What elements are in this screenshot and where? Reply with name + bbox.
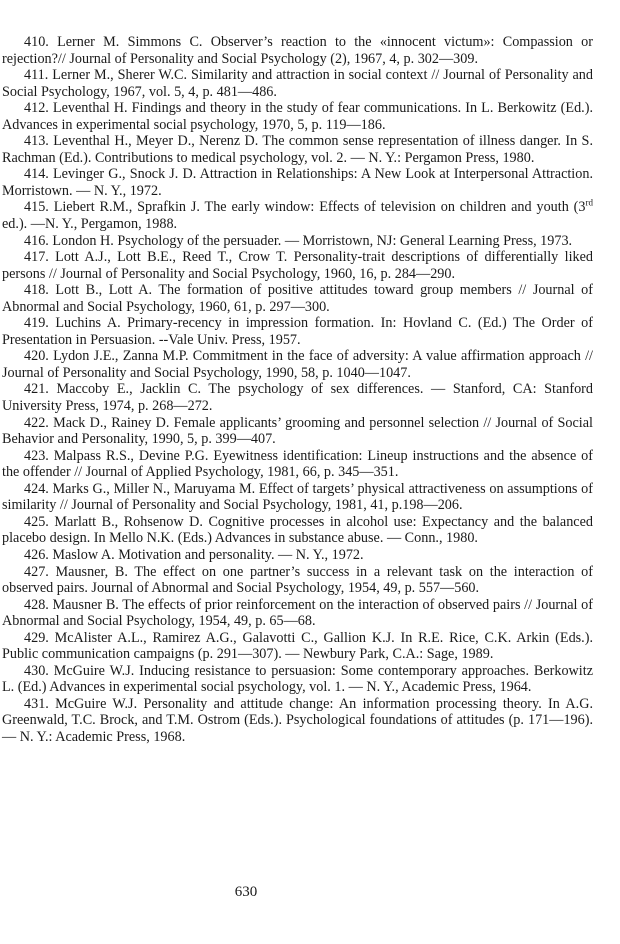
reference-text: 415. Liebert R.M., Sprafkin J. The early window: Effects of television on children and youth (3 bbox=[24, 199, 586, 216]
reference-text: 410. Lerner M. Simmons C. Observer’s reaction to the «innocent victum»: Compassion or rejection?// Journal of Personality and Social Psychology (2), 1967, 4, p. 302—309. bbox=[2, 34, 593, 67]
reference-entry bbox=[2, 597, 593, 630]
superscript: rd bbox=[585, 197, 593, 208]
reference-text: 424. Marks G., Miller N., Maruyama M. Effect of targets’ physical attractiveness on assumptions of similarity // Journal of Personality and Social Psychology, 1981, 41, p.198—206. bbox=[2, 480, 593, 514]
reference-text: 429. McAlister A.L., Ramirez A.G., Galavotti C., Gallion K.J. In R.E. Rice, C.K. Arkin (Eds.). Public communication campaigns (p. 291—307). — Newbury Park, C.A.: Sage, 1989. bbox=[2, 629, 593, 663]
reference-entry bbox=[2, 315, 593, 348]
reference-text: 430. McGuire W.J. Inducing resistance to persuasion: Some contemporary approaches. Berkowitz L. (Ed.) Advances in experimental social psychology, vol. 1. — N. Y., Academic Press, 1964. bbox=[2, 662, 593, 696]
reference-entry bbox=[2, 381, 593, 414]
reference-entry bbox=[2, 199, 593, 232]
reference-entry bbox=[2, 514, 593, 547]
reference-text: 416. London H. Psychology of the persuader. — Morristown, NJ: General Learning Press, 1973. bbox=[24, 232, 573, 249]
reference-entry bbox=[2, 34, 593, 67]
reference-text: 421. Maccoby E., Jacklin C. The psychology of sex differences. — Stanford, CA: Stanford University Press, 1974, p. 268—272. bbox=[2, 381, 593, 415]
reference-entry bbox=[2, 415, 593, 448]
reference-entry bbox=[2, 348, 593, 381]
reference-text: 423. Malpass R.S., Devine P.G. Eyewitness identification: Lineup instructions and the absence of the offender // Journal of Applied Psychology, 1981, 66, p. 345—351. bbox=[2, 447, 593, 481]
reference-entry bbox=[2, 448, 593, 481]
reference-entry bbox=[2, 100, 593, 133]
reference-text: 414. Levinger G., Snock J. D. Attraction in Relationships: A New Look at Interpersonal Attraction. Morristown. — N. Y., 1972. bbox=[2, 166, 593, 199]
reference-entry bbox=[2, 133, 593, 166]
reference-entry bbox=[2, 166, 593, 199]
reference-entry bbox=[2, 547, 593, 564]
reference-entry bbox=[2, 282, 593, 315]
reference-text: 412. Leventhal H. Findings and theory in the study of fear communications. In L. Berkowitz (Ed.). Advances in experimental social psychology, 1970, 5, p. 119—186. bbox=[2, 100, 593, 133]
reference-text: 426. Maslow A. Motivation and personality. — N. Y., 1972. bbox=[24, 546, 364, 563]
page-number: 630 bbox=[234, 884, 258, 900]
reference-text: 431. McGuire W.J. Personality and attitude change: An information processing theory. In A.G. Greenwald, T.C. Brock, and T.M. Ostrom (Eds.). Psychological foundations of attitudes (p. 171—196). — N. Y.: Academic Press, 1968. bbox=[2, 695, 593, 745]
reference-text: 420. Lydon J.E., Zanna M.P. Commitment in the face of adversity: A value affirmation approach // Journal of Personality and Social Psychology, 1990, 58, p. 1040—1047. bbox=[2, 348, 593, 381]
reference-entry bbox=[2, 696, 593, 746]
reference-entry bbox=[2, 564, 593, 597]
reference-entry bbox=[2, 233, 593, 250]
reference-entry bbox=[2, 249, 593, 282]
reference-text: 413. Leventhal H., Meyer D., Nerenz D. The common sense representation of illness danger. In S. Rachman (Ed.). Contributions to medical psychology, vol. 2. — N. Y.: Pergamon Press, 1980. bbox=[2, 133, 593, 166]
reference-text: 425. Marlatt B., Rohsenow D. Cognitive processes in alcohol use: Expectancy and the balanced placebo design. In Mello N.K. (Eds.) Advances in substance abuse. — Conn., 1980. bbox=[2, 513, 593, 547]
reference-text: 419. Luchins A. Primary-recency in impression formation. In: Hovland C. (Ed.) The Order of Presentation in Persuasion. --Vale Univ. Press, 1957. bbox=[2, 315, 593, 348]
reference-text: 417. Lott A.J., Lott B.E., Reed T., Crow T. Personality-trait descriptions of differentially liked persons // Journal of Personality and Social Psychology, 1960, 16, p. 284—290. bbox=[2, 249, 593, 282]
reference-entry bbox=[2, 481, 593, 514]
reference-text-continued: ed.). —N. Y., Pergamon, 1988. bbox=[2, 216, 178, 233]
reference-text: 427. Mausner, B. The effect on one partner’s success in a relevant task on the interaction of observed pairs. Journal of Abnormal and Social Psychology, 1954, 49, p. 557—560. bbox=[2, 563, 593, 597]
reference-entry bbox=[2, 630, 593, 663]
reference-text: 411. Lerner M., Sherer W.C. Similarity and attraction in social context // Journal of Personality and Social Psychology, 1967, vol. 5, 4, p. 481—486. bbox=[2, 67, 593, 100]
reference-text: 418. Lott B., Lott A. The formation of positive attitudes toward group members // Journal of Abnormal and Social Psychology, 1960, 61, p. 297—300. bbox=[2, 282, 593, 315]
reference-entry bbox=[2, 663, 593, 696]
reference-text: 428. Mausner B. The effects of prior reinforcement on the interaction of observed pairs // Journal of Abnormal and Social Psychology, 1954, 49, p. 65—68. bbox=[2, 596, 593, 630]
reference-text: 422. Mack D., Rainey D. Female applicants’ grooming and personnel selection // Journal of Social Behavior and Personality, 1990, 5, p. 399—407. bbox=[2, 414, 593, 448]
reference-entry bbox=[2, 67, 593, 100]
reference-list bbox=[2, 34, 593, 746]
